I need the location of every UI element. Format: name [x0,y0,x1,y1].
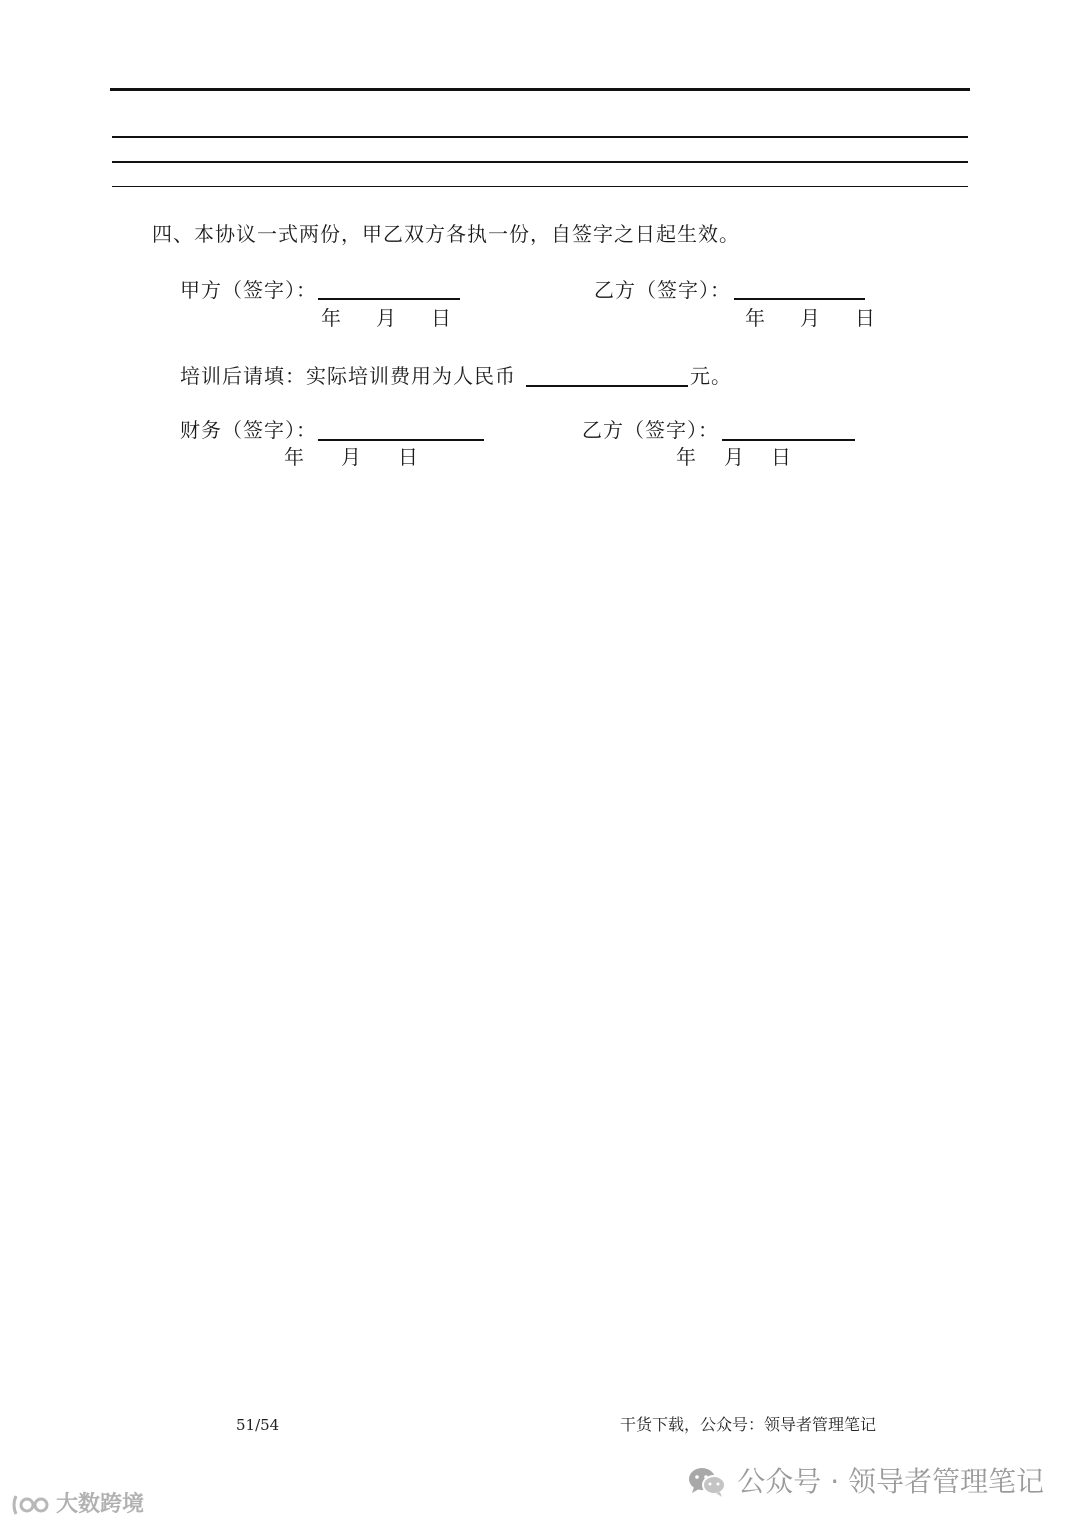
fee-label: 培训后请填：实际培训费用为人民币 [180,364,516,388]
fee-unit: 元。 [690,364,732,388]
finance-sign-label: 财务（签字）： [180,418,317,442]
party-a-sign-label: 甲方（签字）： [180,278,317,302]
finance-day: 日 [398,445,418,469]
blank-line-3 [112,186,968,187]
party-b-bottom-day: 日 [771,445,791,469]
party-b-bottom-sign-line[interactable] [722,439,855,441]
party-b-bottom-sign-label: 乙方（签字）： [582,418,719,442]
watermark-right [687,1462,1044,1502]
party-a-sign-line[interactable] [318,298,460,300]
wechat-icon [687,1466,727,1498]
watermark-left-text: 大数跨境 [56,1492,145,1517]
party-a-day: 日 [431,306,451,330]
party-a-year: 年 [321,306,341,330]
party-b-sign-line[interactable] [734,298,865,300]
party-b-sign-label: 乙方（签字）： [594,278,731,302]
party-b-bottom-month: 月 [724,445,744,469]
footer-source-note: 干货下载，公众号：领导者管理笔记 [620,1415,877,1434]
party-b-day: 日 [855,306,875,330]
party-b-month: 月 [800,306,820,330]
page-number: 51/54 [236,1416,280,1434]
clause-four-text: 四、本协议一式两份，甲乙双方各执一份，自签字之日起生效。 [152,222,740,246]
finance-sign-line[interactable] [318,439,484,441]
party-b-bottom-year: 年 [676,445,696,469]
party-a-month: 月 [376,306,396,330]
top-rule-thick [110,88,970,91]
party-b-year: 年 [745,306,765,330]
finance-month: 月 [341,445,361,469]
watermark-left [10,1490,144,1520]
finance-year: 年 [284,445,304,469]
blank-line-2 [112,161,968,163]
watermark-right-text: 公众号 · 领导者管理笔记 [737,1465,1044,1498]
blank-line-1 [112,136,968,138]
brand-logo-icon [10,1492,52,1518]
fee-amount-line[interactable] [526,385,688,387]
